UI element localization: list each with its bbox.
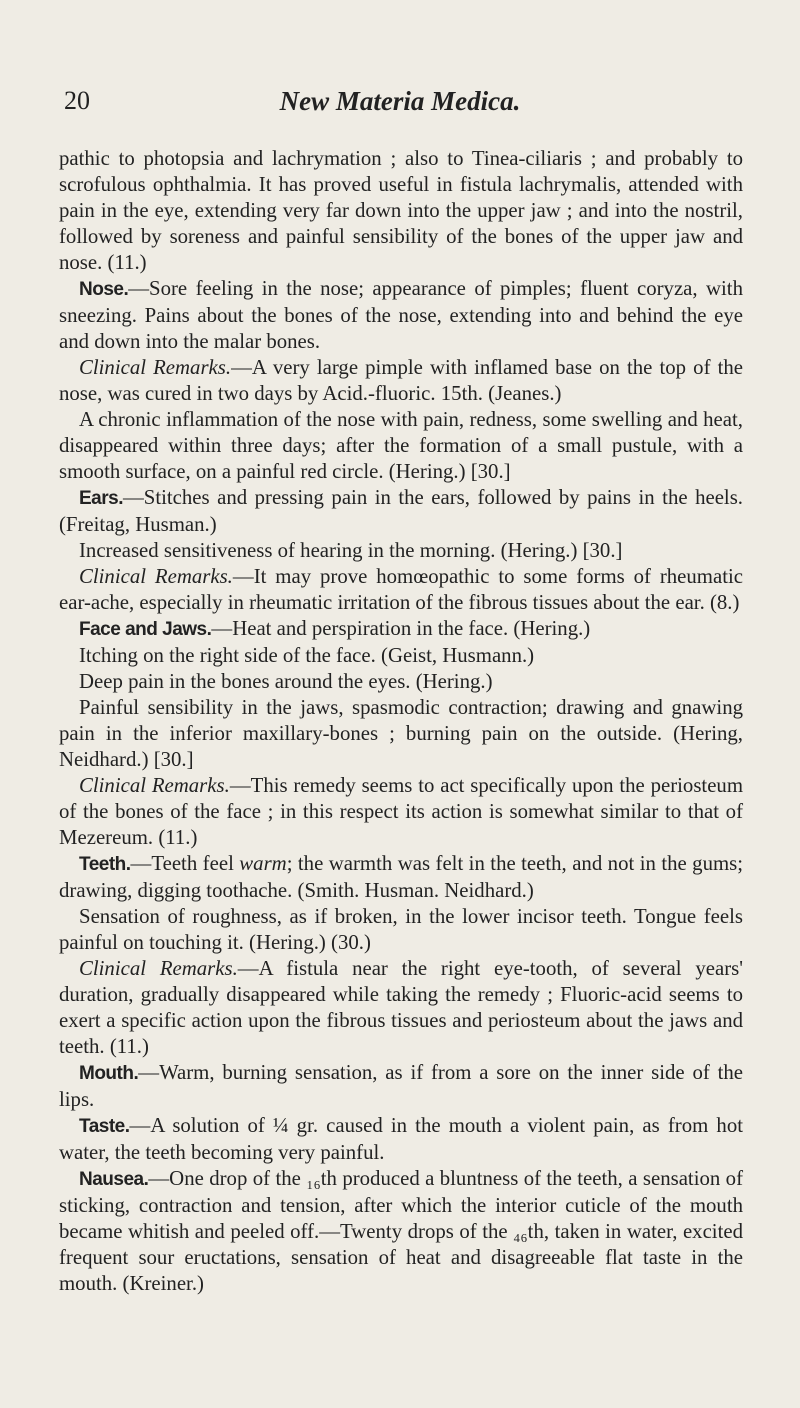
paragraph <box>59 1060 743 1113</box>
section-heading: Face and Jaws. <box>79 619 212 640</box>
running-title: New Materia Medica. <box>279 86 521 116</box>
paragraph <box>59 407 743 485</box>
italic-text: warm <box>239 852 287 875</box>
paragraph-text: —Heat and perspiration in the face. (Hering.) <box>211 617 591 640</box>
paragraph-text: —Teeth feel <box>130 852 240 875</box>
section-heading: Ears. <box>79 488 123 509</box>
paragraph <box>59 538 743 564</box>
paragraph-text: ; the warmth was felt in the teeth, and not in the gums; drawing, digging toothache. (Smith. Husman. Neidhard.) <box>59 852 744 902</box>
italic-text: Clinical Remarks. <box>79 957 238 980</box>
paragraph-text: —A fistula near the right eye-tooth, of several years' duration, gradually disappeared while taking the remedy ; Fluoric-acid seems to exert a specific action upon the fibrous tissues and periosteum about the jaws and teeth. (11.) <box>59 957 743 1058</box>
paragraph-text: —Sore feeling in the nose; appearance of pimples; fluent coryza, with sneezing. Pains about the bones of the nose, extending into and behind the eye and down into the malar bones. <box>59 277 743 353</box>
paragraph-text: —One drop of the ₁₆th produced a bluntness of the teeth, a sensation of sticking, contraction and tension, after which the interior cuticle of the mouth became whitish and peeled off.—Twenty drops of the ₄₆th, taken in water, excited frequent sour eructations, sensation of heat and disagreeable flat taste in the mouth. (Kreiner.) <box>59 1167 743 1295</box>
paragraph <box>59 1166 743 1297</box>
paragraph <box>59 669 743 695</box>
paragraph <box>59 355 743 407</box>
paragraph-text: —A solution of ¼ gr. caused in the mouth a violent pain, as from hot water, the teeth becoming very painful. <box>59 1114 743 1164</box>
paragraph-text: —Warm, burning sensation, as if from a sore on the inner side of the lips. <box>59 1061 743 1111</box>
italic-text: Clinical Remarks. <box>79 774 230 797</box>
paragraph-text: Painful sensibility in the jaws, spasmodic contraction; drawing and gnawing pain in the inferior maxillary-bones ; burning pain on the outside. (Hering, Neidhard.) [30.] <box>59 696 743 771</box>
paragraph-text: —A very large pimple with inflamed base on the top of the nose, was cured in two days by Acid.-fluoric. 15th. (Jeanes.) <box>59 356 743 405</box>
paragraph-text: —It may prove homœopathic to some forms of rheumatic ear-ache, especially in rheumatic irritation of the fibrous tissues about the ear. (8.) <box>59 565 743 614</box>
paragraph-text: Deep pain in the bones around the eyes. (Hering.) <box>79 670 493 693</box>
paragraph-text: Sensation of roughness, as if broken, in the lower incisor teeth. Tongue feels painful on touching it. (Hering.) (30.) <box>59 905 743 954</box>
paragraph-text: —This remedy seems to act specifically upon the periosteum of the bones of the face ; in this respect its action is somewhat similar to that of Mezereum. (11.) <box>59 774 743 849</box>
paragraph <box>59 1113 743 1166</box>
paragraph <box>59 773 743 851</box>
paragraph-text: Increased sensitiveness of hearing in the morning. (Hering.) [30.] <box>79 539 623 562</box>
page-number: 20 <box>64 86 90 115</box>
paragraph <box>59 695 743 773</box>
paragraph <box>59 146 743 276</box>
paragraph <box>59 276 743 355</box>
paragraph <box>59 851 743 904</box>
page-body <box>59 146 743 1297</box>
section-heading: Teeth. <box>79 854 131 875</box>
paragraph <box>59 904 743 956</box>
paragraph <box>59 564 743 616</box>
section-heading: Nose. <box>79 279 129 300</box>
italic-text: Clinical Remarks. <box>79 565 233 588</box>
section-heading: Taste. <box>79 1116 130 1137</box>
italic-text: Clinical Remarks. <box>79 356 232 379</box>
paragraph-text: —Stitches and pressing pain in the ears, followed by pains in the heels. (Freitag, Husman.) <box>59 486 743 536</box>
paragraph-text: A chronic inflammation of the nose with pain, redness, some swelling and heat, disappeared within three days; after the formation of a small pustule, with a smooth surface, on a painful red circle. (Hering.) [30.] <box>59 408 743 483</box>
page-header <box>64 86 736 122</box>
paragraph-text: pathic to photopsia and lachrymation ; also to Tinea-ciliaris ; and probably to scrofulous ophthalmia. It has proved useful in fistula lachrymalis, attended with pain in the eye, extending very far down into the upper jaw ; and into the nostril, followed by soreness and painful sensibility of the bones of the upper jaw and nose. (11.) <box>59 147 743 274</box>
paragraph <box>59 956 743 1060</box>
paragraph <box>59 643 743 669</box>
section-heading: Mouth. <box>79 1063 139 1084</box>
paragraph <box>59 485 743 538</box>
paragraph <box>59 616 743 643</box>
paragraph-text: Itching on the right side of the face. (Geist, Husmann.) <box>79 644 535 667</box>
section-heading: Nausea. <box>79 1169 149 1190</box>
